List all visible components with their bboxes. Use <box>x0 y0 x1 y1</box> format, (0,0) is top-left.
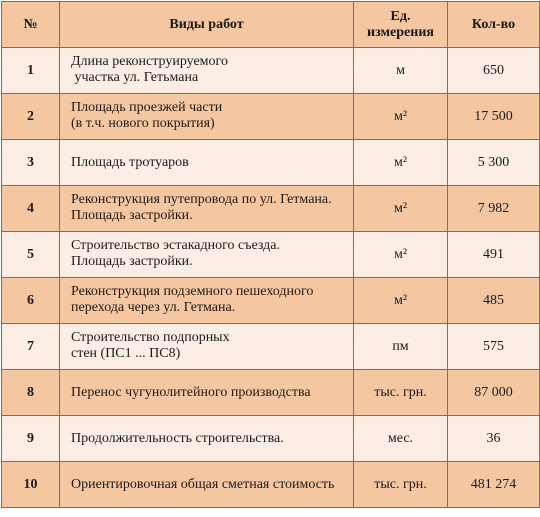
unit-cell: тыс. грн. <box>354 370 448 416</box>
table-body <box>2 48 540 508</box>
quantity-cell: 5 300 <box>448 140 540 186</box>
row-number: 7 <box>2 324 60 370</box>
work-description-line: Площадь проезжей части <box>71 100 223 115</box>
work-description <box>60 324 354 370</box>
work-description <box>60 462 354 508</box>
work-description-line: Строительство эстакадного съезда. <box>71 238 280 253</box>
quantity-cell: 17 500 <box>448 94 540 140</box>
unit-cell: мес. <box>354 416 448 462</box>
work-description-line: Строительство подпорных <box>71 330 230 345</box>
work-description <box>60 416 354 462</box>
table-row <box>2 94 540 140</box>
work-description-line: Площадь тротуаров <box>71 154 189 170</box>
work-description-line: Площадь застройки. <box>71 254 193 269</box>
row-number: 6 <box>2 278 60 324</box>
table-row <box>2 278 540 324</box>
quantity-cell: 650 <box>448 48 540 94</box>
quantity-cell: 7 982 <box>448 186 540 232</box>
work-description <box>60 94 354 140</box>
quantity-cell: 87 000 <box>448 370 540 416</box>
works-table <box>1 1 540 508</box>
table-row <box>2 462 540 508</box>
header-unit <box>354 2 448 48</box>
row-number: 5 <box>2 232 60 278</box>
work-description <box>60 278 354 324</box>
table-row <box>2 186 540 232</box>
row-number: 2 <box>2 94 60 140</box>
work-description <box>60 140 354 186</box>
work-description-line: Ориентировочная общая сметная стоимость <box>71 476 335 492</box>
header-qty: Кол-во <box>448 2 540 48</box>
quantity-cell: 491 <box>448 232 540 278</box>
unit-cell: м² <box>354 232 448 278</box>
work-description-line: Реконструкция путепровода по ул. Гетмана. <box>71 192 332 207</box>
row-number: 3 <box>2 140 60 186</box>
work-description <box>60 186 354 232</box>
table-row <box>2 140 540 186</box>
row-number: 1 <box>2 48 60 94</box>
table-row <box>2 48 540 94</box>
table-row <box>2 416 540 462</box>
work-description-line: (в т.ч. нового покрытия) <box>71 116 215 131</box>
row-number: 10 <box>2 462 60 508</box>
unit-cell: пм <box>354 324 448 370</box>
quantity-cell: 485 <box>448 278 540 324</box>
unit-cell: м² <box>354 186 448 232</box>
work-description-line: Длина реконструируемого <box>71 54 228 69</box>
work-description <box>60 370 354 416</box>
header-work: Виды работ <box>60 2 354 48</box>
header-unit-line1: Ед. <box>390 8 411 24</box>
quantity-cell: 36 <box>448 416 540 462</box>
work-description-line: Перенос чугунолитейного производства <box>71 384 311 400</box>
row-number: 9 <box>2 416 60 462</box>
header-num: № <box>2 2 60 48</box>
table-header-row <box>2 2 540 48</box>
work-description-line: перехода через ул. Гетмана. <box>71 300 236 315</box>
row-number: 4 <box>2 186 60 232</box>
table-row <box>2 324 540 370</box>
table-row <box>2 370 540 416</box>
table-row <box>2 232 540 278</box>
unit-cell: м² <box>354 278 448 324</box>
unit-cell: м² <box>354 140 448 186</box>
work-description-line: Реконструкция подземного пешеходного <box>71 284 314 299</box>
work-description <box>60 48 354 94</box>
quantity-cell: 575 <box>448 324 540 370</box>
work-description <box>60 232 354 278</box>
work-description-line: Площадь застройки. <box>71 208 193 223</box>
work-description-line: стен (ПС1 ... ПС8) <box>71 346 181 361</box>
unit-cell: м² <box>354 94 448 140</box>
header-unit-line2: измерения <box>367 24 434 40</box>
unit-cell: тыс. грн. <box>354 462 448 508</box>
unit-cell: м <box>354 48 448 94</box>
quantity-cell: 481 274 <box>448 462 540 508</box>
work-description-line: участка ул. Гетьмана <box>71 70 199 85</box>
work-description-line: Продолжительность строительства. <box>71 430 284 446</box>
row-number: 8 <box>2 370 60 416</box>
